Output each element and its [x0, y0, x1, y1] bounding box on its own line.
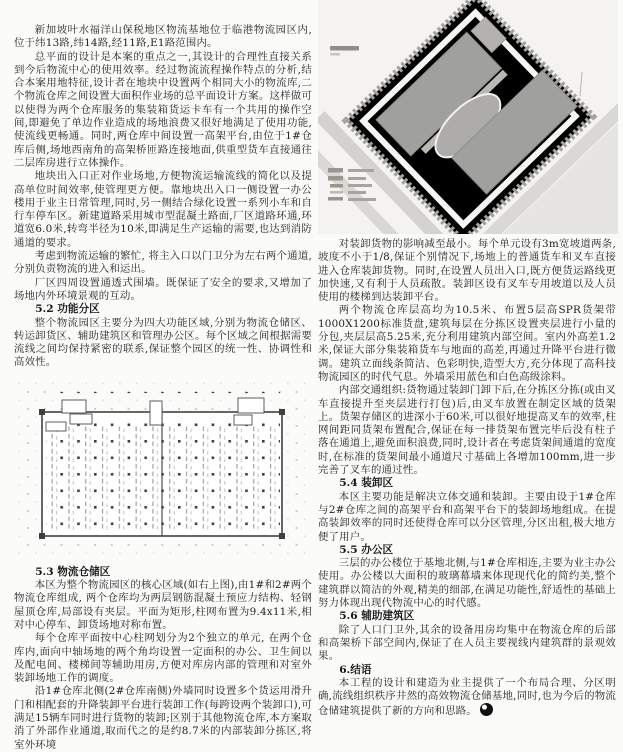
paragraph-gate: 考虑到物流运输的繁忙, 将主入口以门卫分为左右两个通道,分别负责物流的进入和运出。: [14, 250, 312, 276]
paragraph-warehouse-structure: 本区为整个物流园区的核心区域(如右上图),由1#和2#两个物流仓库组成, 两个仓库均为两层钢筋混凝土预应力结构、轻钢屋顶仓库,局部设有夹层。平面为矩形,柱网布置为9.4x11米,相对中心停车、卸货场地对称布置。: [14, 579, 312, 631]
paragraph-auxiliary: 除了人口门卫外,其余的设备用房均集中在物流仓库的后部和高架桥下部空间内,保证了在人员主要视线内建筑群的景观效果。: [318, 623, 616, 663]
heading-5-3: 5.3 物流仓储区: [35, 565, 111, 578]
site-plan-figure: [318, 0, 616, 234]
floor-plan-figure: [10, 374, 312, 564]
floorplan-top-column-row: [54, 392, 280, 396]
heading-5-4: 5.4 装卸区: [339, 477, 394, 490]
heading-5-2: 5.2 功能分区: [35, 303, 100, 316]
floorplan-stair-left: [62, 400, 86, 413]
left-column: [14, 0, 312, 752]
paragraph-racking: 两个物流仓库层高均为10.5米、布置5层高SPR货架带1000X1200标准货盘,建筑每层在分拣区设置夹层进行小量的分包,夹层层高5.25米,充分利用建筑内部空间。室内外高差1.2米,保证大部分集装箱货车与地面的高差,再通过升降平台进行微调。建筑立面线条简洁、色彩明快,造型大方,充分体现了高科技物流园区的时代气息。外墙采用蓝色和白色高级涂料。: [318, 304, 616, 383]
conclusion-text: 本工程的设计和建造为业主提供了一个布局合理、分区明确,流线组织秩序井然的高效物流仓储基地,同时,也为今后的物流仓储建筑提供了新的方向和思路。: [318, 676, 616, 718]
heading-5-6: 5.6 辅助建筑区: [339, 610, 415, 623]
floorplan-stair-left2: [70, 414, 92, 424]
paragraph-fence: 厂区四周设置通透式围墙。既保证了安全的要求,又增加了场地内外环境景观的互动。: [14, 276, 312, 302]
paragraph-dock-doors: 沿1#仓库北侧(2#仓库南侧)外墙同时设置多个货运用滑升门和相配套的升降装卸平台进行装卸工作(每跨设两个装卸口),可满足15辆车同时进行货物的装卸;区别于其他物流仓库,本方案取消了外部作业通道,取而代之的是约8.7米的内部装卸分拣区,将室外环境: [14, 685, 312, 751]
floorplan-columns: [46, 418, 280, 532]
paragraph-master-plan: 总平面的设计是本案的重点之一,其设计的合理性直接关系到今后物流中心的使用效率。经过物流流程操作特点的分析,结合本案用地特征,设计者在地块中设置两个相同大小的物流库,二个物流仓库之间设置大面积作业场的总平面设计方案。这样做可以使得为两个仓库服务的集装箱货运卡车有一个共用的操作空间,即避免了单边作业造成的场地浪费又很好地满足了使用功能,使流线更畅通。同时,两仓库中间设置一高架平台,由位于1#仓库后侧,场地西南角的高架桥匝路连接地面,供重型货车直接通往二层库房进行立体操作。: [14, 50, 312, 169]
heading-5-5: 5.5 办公区: [339, 543, 394, 556]
floorplan-stair-right: [238, 398, 264, 413]
paragraph-loading-area: 本区主要功能是解决立体交通和装卸。主要由设于1#仓库与2#仓库之间的高架平台和高架平台下的装卸场地组成。在提高装卸效率的同时还使得仓库可以分区管理,分区出租,极大地方便了用户。: [318, 490, 616, 543]
paragraph-internal-traffic: 内部交通组织:货物通过装卸门卸下后,在分拣区分拣(或由叉车直接提升至夹层进行打包)后,由叉车放置在制定区域的货架上。货架存储区的进深小于60米,可以很好地提高叉车的效率,柱网间距同货架布置配合,保证在每一排货架布置完毕后没有柱子落在通道上,避免面积浪费,同时,设计者在考虑货架间通道的宽度时,在标准的货架间最小通道尺寸基础上各增加100mm,进一步完善了叉车的通过性。: [318, 384, 616, 477]
paragraph-warehouse-units: 每个仓库平面按中心柱网划分为2个独立的单元, 在两个仓库内,面向中轴场地的两个角均设置一定面积的办公、卫生间以及配电间、楼梯间等辅助用房,方便对库房内部的管理和对室外装卸场地工作的调度。: [14, 632, 312, 685]
end-of-article-icon: [480, 703, 493, 716]
heading-6: 6.结语: [339, 663, 372, 676]
paragraph-office-area: 三层的办公楼位于基地北侧,与1#仓库相连,主要为业主办公使用。办公楼以大面积的玻璃幕墙来体现现代化的简约美,整个建筑群以简洁的外观,精美的细部,在满足功能性,舒适性的基础上努力体现出现代物流中心的时代感。: [318, 557, 616, 610]
paragraph-conclusion: [318, 677, 616, 719]
floorplan-dock-mid: [150, 401, 162, 425]
paragraph-location: 新加坡叶水福洋山保税地区物流基地位于临港物流园区内,位于纬13路,纬14路,经11路,E1路范围内。: [14, 24, 312, 50]
paragraph-zones: 整个物流园区主要分为四大功能区域,分别为物流仓储区、转运卸货区、辅助建筑区和管理办公区。每个区域之间根据需要流线之间均保持紧密的联系,保证整个园区的统一性、协调性和高效性。: [14, 316, 312, 369]
floorplan-office-left: [46, 422, 66, 431]
paragraph-ramps: 对装卸货物的影响减至最小。每个单元设有3m宽坡道两条,坡度不小于1/8,保证个别情况下,场地上的普通货车和叉车直接进入仓库装卸货物。同时,在设置人员出入口,既方便货运路线更加快速,又有利于人员疏散。装卸区设有叉车专用坡道以及人员使用的楼梯到达装卸平台。: [318, 238, 616, 304]
floorplan-stair-right2: [234, 415, 252, 425]
paragraph-entrance: 地块出入口正对作业场地,方便物流运输流线的简化以及提高单位时间效率,使管理更方便。靠地块出入口一侧设置一办公楼用于业主日常管理,同时,另一侧结合绿化设置一系列小车和自行车停车区。新建道路采用城市型混凝土路面,厂区道路环通,环道宽6.0米,转弯半径为10米,即满足生产运输的需要,也达到消防通道的要求。: [14, 170, 312, 249]
right-column: [318, 0, 616, 719]
